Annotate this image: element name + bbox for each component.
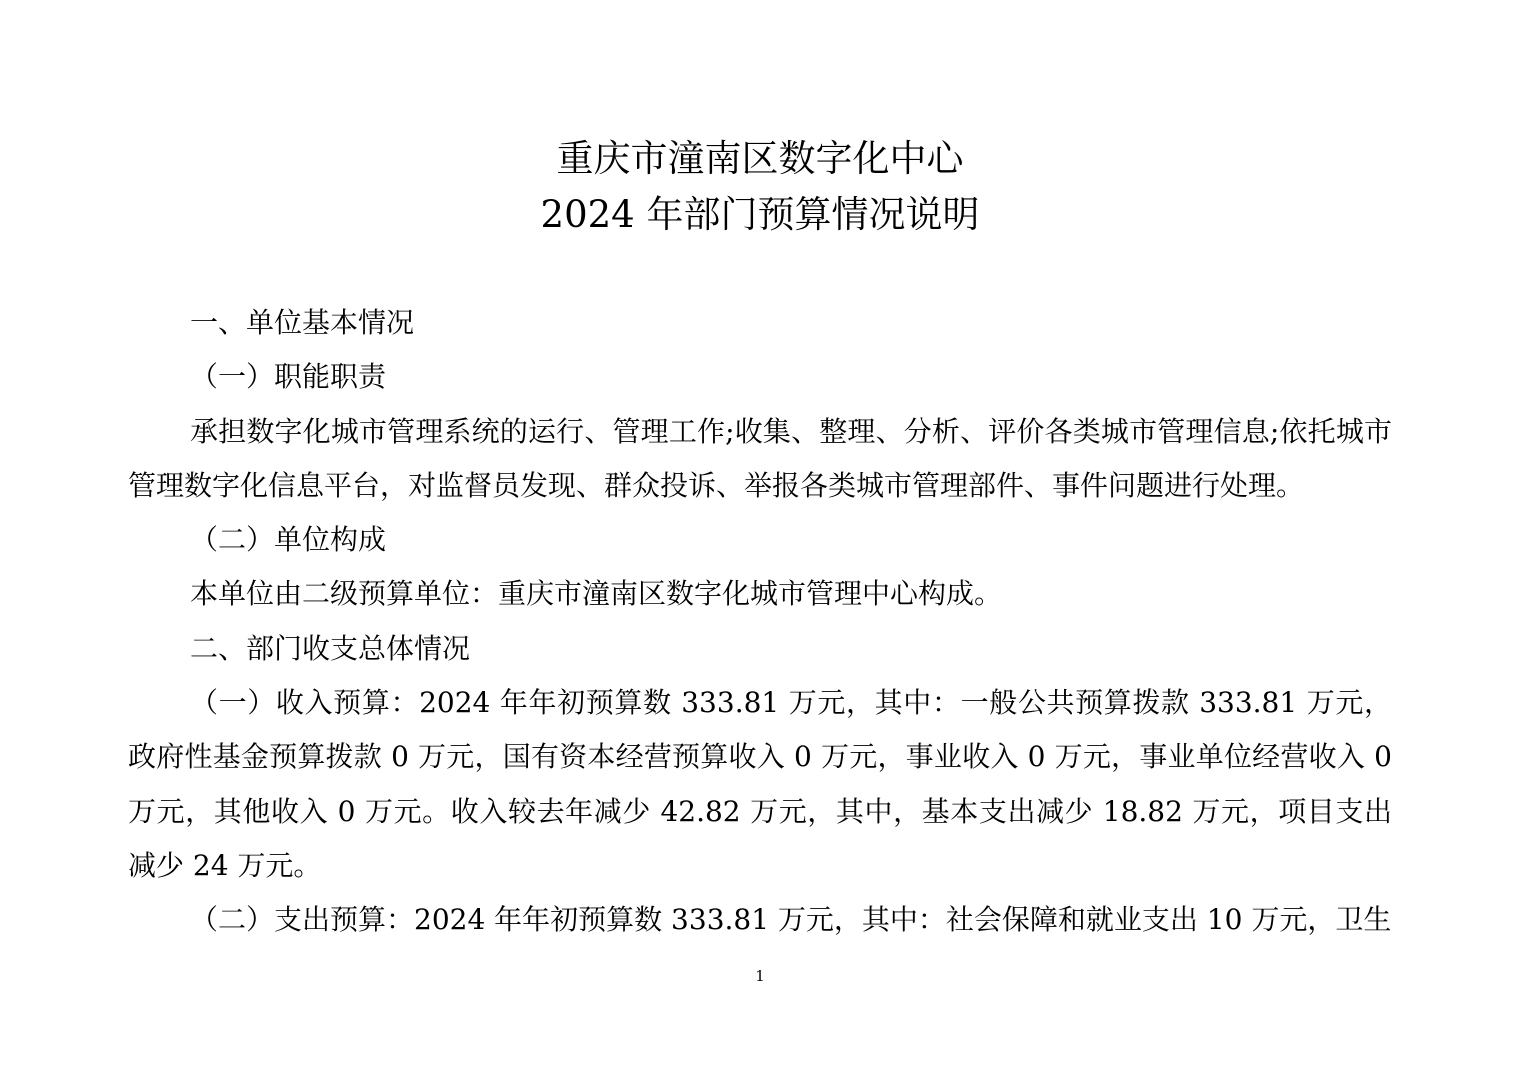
document-body xyxy=(128,296,1392,948)
page-number: 1 xyxy=(755,967,765,985)
title-line-1: 重庆市潼南区数字化中心 xyxy=(556,137,964,180)
subsection-heading-composition: （二）单位构成 xyxy=(190,523,387,557)
title-line-2: 2024 年部门预算情况说明 xyxy=(540,193,980,236)
section-heading-unit-basics: 一、单位基本情况 xyxy=(190,306,415,339)
paragraph-income-budget: （一）收入预算：2024 年年初预算数 333.81 万元，其中：一般公共预算拨款 333.81 万元，政府性基金预算拨款 0 万元，国有资本经营预算收入 0 万元，事业收入 0 万元，事业单位经营收入 0 万元，其他收入 0 万元。收入较去年减少 42.82 万元，其中，基本支出减少 18.82 万元，项目支出减少 24 万元。 xyxy=(128,686,1392,882)
paragraph-functions: 承担数字化城市管理系统的运行、管理工作;收集、整理、分析、评价各类城市管理信息;依托城市管理数字化信息平台，对监督员发现、群众投诉、举报各类城市管理部件、事件问题进行处理。 xyxy=(128,414,1392,502)
subsection-heading-functions: （一）职能职责 xyxy=(190,360,387,394)
paragraph-composition: 本单位由二级预算单位：重庆市潼南区数字化城市管理中心构成。 xyxy=(190,577,1003,611)
section-heading-budget-overview: 二、部门收支总体情况 xyxy=(190,631,471,665)
document-title xyxy=(0,131,1520,243)
paragraph-expenditure-budget: （二）支出预算：2024 年年初预算数 333.81 万元，其中：社会保障和就业支出 10 万元，卫生 xyxy=(190,903,1392,937)
